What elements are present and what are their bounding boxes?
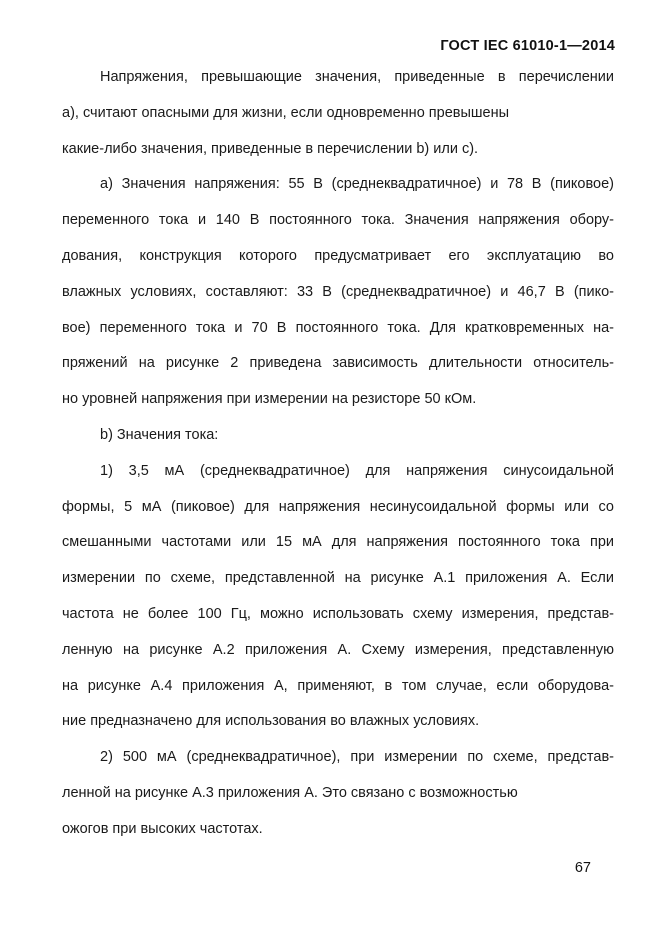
text-line: ленную на рисунке А.2 приложения А. Схему измерения, представленную [62,641,614,658]
text-line: смешанными частотами или 15 мА для напряжения постоянного тока при [62,534,614,551]
text-line: дования, конструкция которого предусматривает его эксплуатацию во [62,247,614,264]
text-line: на рисунке А.4 приложения А, применяют, в том случае, если оборудова- [62,677,614,694]
text-line: вое) переменного тока и 70 В постоянного тока. Для кратковременных на- [62,319,614,336]
paragraph-voltage-values [62,167,614,418]
body-text [62,60,614,848]
standard-code-header: ГОСТ IEC 61010-1—2014 [440,38,615,54]
text-line: а) Значения напряжения: 55 В (среднеквадратичное) и 78 В (пиковое) [100,176,614,193]
text-line: ожогов при высоких частотах. [62,820,263,837]
paragraph-current-item-1 [62,454,614,740]
text-line: ние предназначено для использования во влажных условиях. [62,713,480,730]
text-line: Напряжения, превышающие значения, приведенные в перечислении [100,69,614,85]
text-line: b) Значения тока: [100,426,219,443]
page-number: 67 [574,860,591,876]
paragraph-current-heading [62,418,614,454]
text-line: формы, 5 мА (пиковое) для напряжения несинусоидальной формы или со [62,498,614,515]
paragraph-voltage-intro [62,60,614,167]
text-line: влажных условиях, составляют: 33 В (среднеквадратичное) и 46,7 В (пико- [62,283,614,300]
text-line: но уровней напряжения при измерении на резисторе 50 кОм. [62,391,477,408]
text-line: частота не более 100 Гц, можно использовать схему измерения, представ- [62,605,614,622]
text-line: какие-либо значения, приведенные в перечислении b) или c). [62,140,479,157]
text-line: 2) 500 мА (среднеквадратичное), при измерении по схеме, представ- [100,749,614,766]
text-line: пряжений на рисунке 2 приведена зависимость длительности относитель- [62,355,614,372]
text-line: переменного тока и 140 В постоянного тока. Значения напряжения обору- [62,212,614,229]
text-line: a), считают опасными для жизни, если одновременно превышены [62,104,510,121]
text-line: измерении по схеме, представленной на рисунке А.1 приложения А. Если [62,570,614,587]
paragraph-current-item-2 [62,740,614,847]
text-line: ленной на рисунке А.3 приложения А. Это связано с возможностью [62,784,518,801]
text-line: 1) 3,5 мА (среднеквадратичное) для напряжения синусоидальной [100,462,614,479]
